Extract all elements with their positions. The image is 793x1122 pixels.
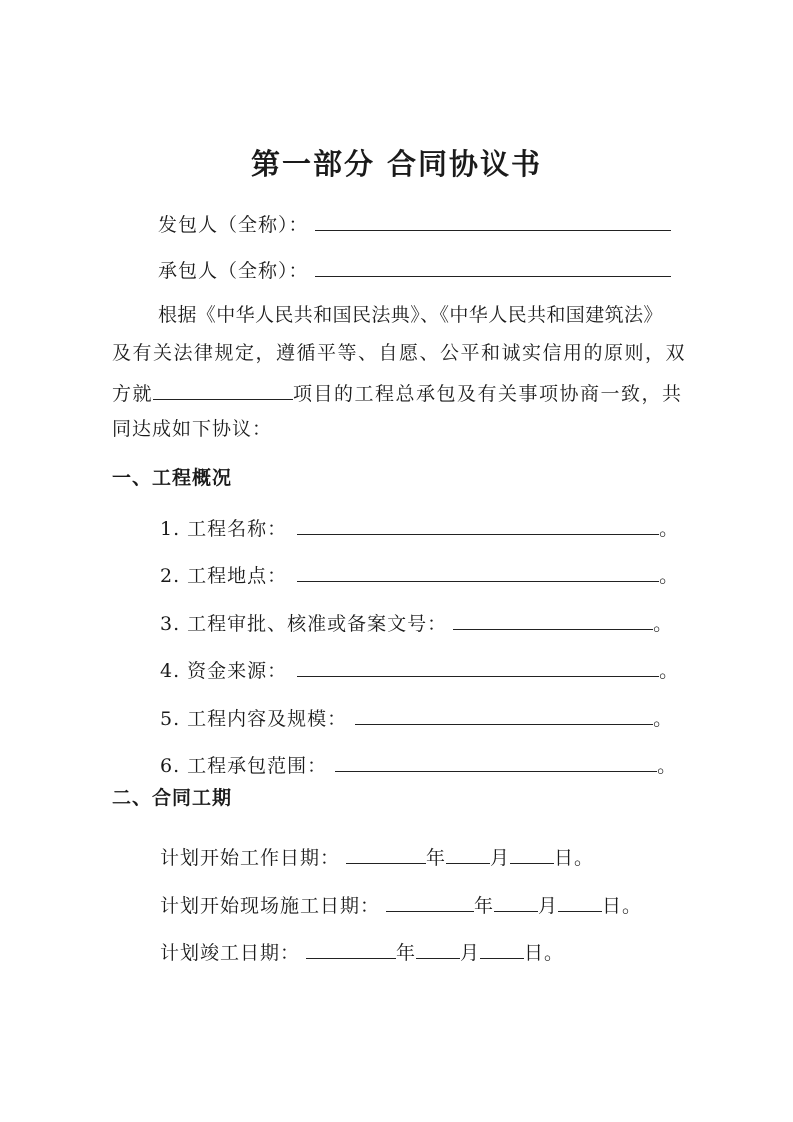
item-label: 6. 工程承包范围： (160, 755, 328, 777)
preamble-line: 根据《中华人民共和国民法典》、《中华人民共和国建筑法》 (158, 304, 663, 326)
preamble-text: 项目的工程总承包及有关事项协商一致，共 (293, 383, 683, 405)
project-name-input[interactable] (297, 514, 659, 535)
date-label: 计划开始工作日期： (160, 847, 341, 869)
contract-scope-input[interactable] (335, 751, 657, 772)
month-label: 月 (490, 847, 511, 869)
month-input[interactable] (494, 891, 538, 912)
item-end: 。 (659, 660, 680, 682)
overview-item (160, 514, 679, 541)
day-label: 日。 (602, 895, 643, 917)
item-label: 3. 工程审批、核准或备案文号： (160, 613, 448, 635)
item-label: 1. 工程名称： (160, 518, 288, 540)
employer-row (158, 210, 671, 237)
date-row (160, 843, 594, 870)
item-end: 。 (659, 565, 680, 587)
day-label: 日。 (524, 942, 565, 964)
date-label: 计划竣工日期： (160, 942, 301, 964)
contractor-field[interactable] (315, 256, 671, 277)
overview-item (160, 656, 679, 683)
year-label: 年 (396, 942, 417, 964)
date-row (160, 891, 642, 918)
month-label: 月 (460, 942, 481, 964)
preamble-line (112, 379, 683, 406)
date-label: 计划开始现场施工日期： (160, 895, 381, 917)
item-label: 2. 工程地点： (160, 565, 288, 587)
page-title: 第一部分 合同协议书 (250, 147, 543, 181)
year-label: 年 (426, 847, 447, 869)
item-label: 4. 资金来源： (160, 660, 288, 682)
project-location-input[interactable] (297, 561, 659, 582)
day-label: 日。 (554, 847, 595, 869)
section-heading: 一、工程概况 (112, 467, 233, 489)
contractor-label: 承包人（全称）： (158, 260, 309, 282)
employer-label: 发包人（全称）： (158, 214, 309, 236)
item-end: 。 (659, 518, 680, 540)
project-name-field[interactable] (153, 379, 293, 400)
year-label: 年 (474, 895, 495, 917)
preamble-line: 同达成如下协议： (112, 418, 273, 440)
scope-scale-input[interactable] (355, 704, 653, 725)
day-input[interactable] (558, 891, 602, 912)
employer-field[interactable] (315, 210, 671, 231)
section-heading: 二、合同工期 (112, 787, 233, 809)
funding-source-input[interactable] (297, 656, 659, 677)
item-end: 。 (653, 708, 674, 730)
approval-number-input[interactable] (453, 609, 653, 630)
preamble-text: 方就 (112, 383, 154, 405)
item-end: 。 (657, 755, 678, 777)
month-input[interactable] (446, 843, 490, 864)
year-input[interactable] (386, 891, 474, 912)
overview-item (160, 561, 679, 588)
year-input[interactable] (306, 938, 396, 959)
item-label: 5. 工程内容及规模： (160, 708, 348, 730)
item-end: 。 (653, 613, 674, 635)
day-input[interactable] (510, 843, 554, 864)
overview-item (160, 704, 673, 731)
overview-item (160, 751, 677, 778)
preamble-line: 及有关法律规定，遵循平等、自愿、公平和诚实信用的原则，双 (112, 342, 687, 364)
month-label: 月 (538, 895, 559, 917)
date-row (160, 938, 564, 965)
day-input[interactable] (480, 938, 524, 959)
contractor-row (158, 256, 671, 283)
year-input[interactable] (346, 843, 426, 864)
overview-item (160, 609, 673, 636)
month-input[interactable] (416, 938, 460, 959)
